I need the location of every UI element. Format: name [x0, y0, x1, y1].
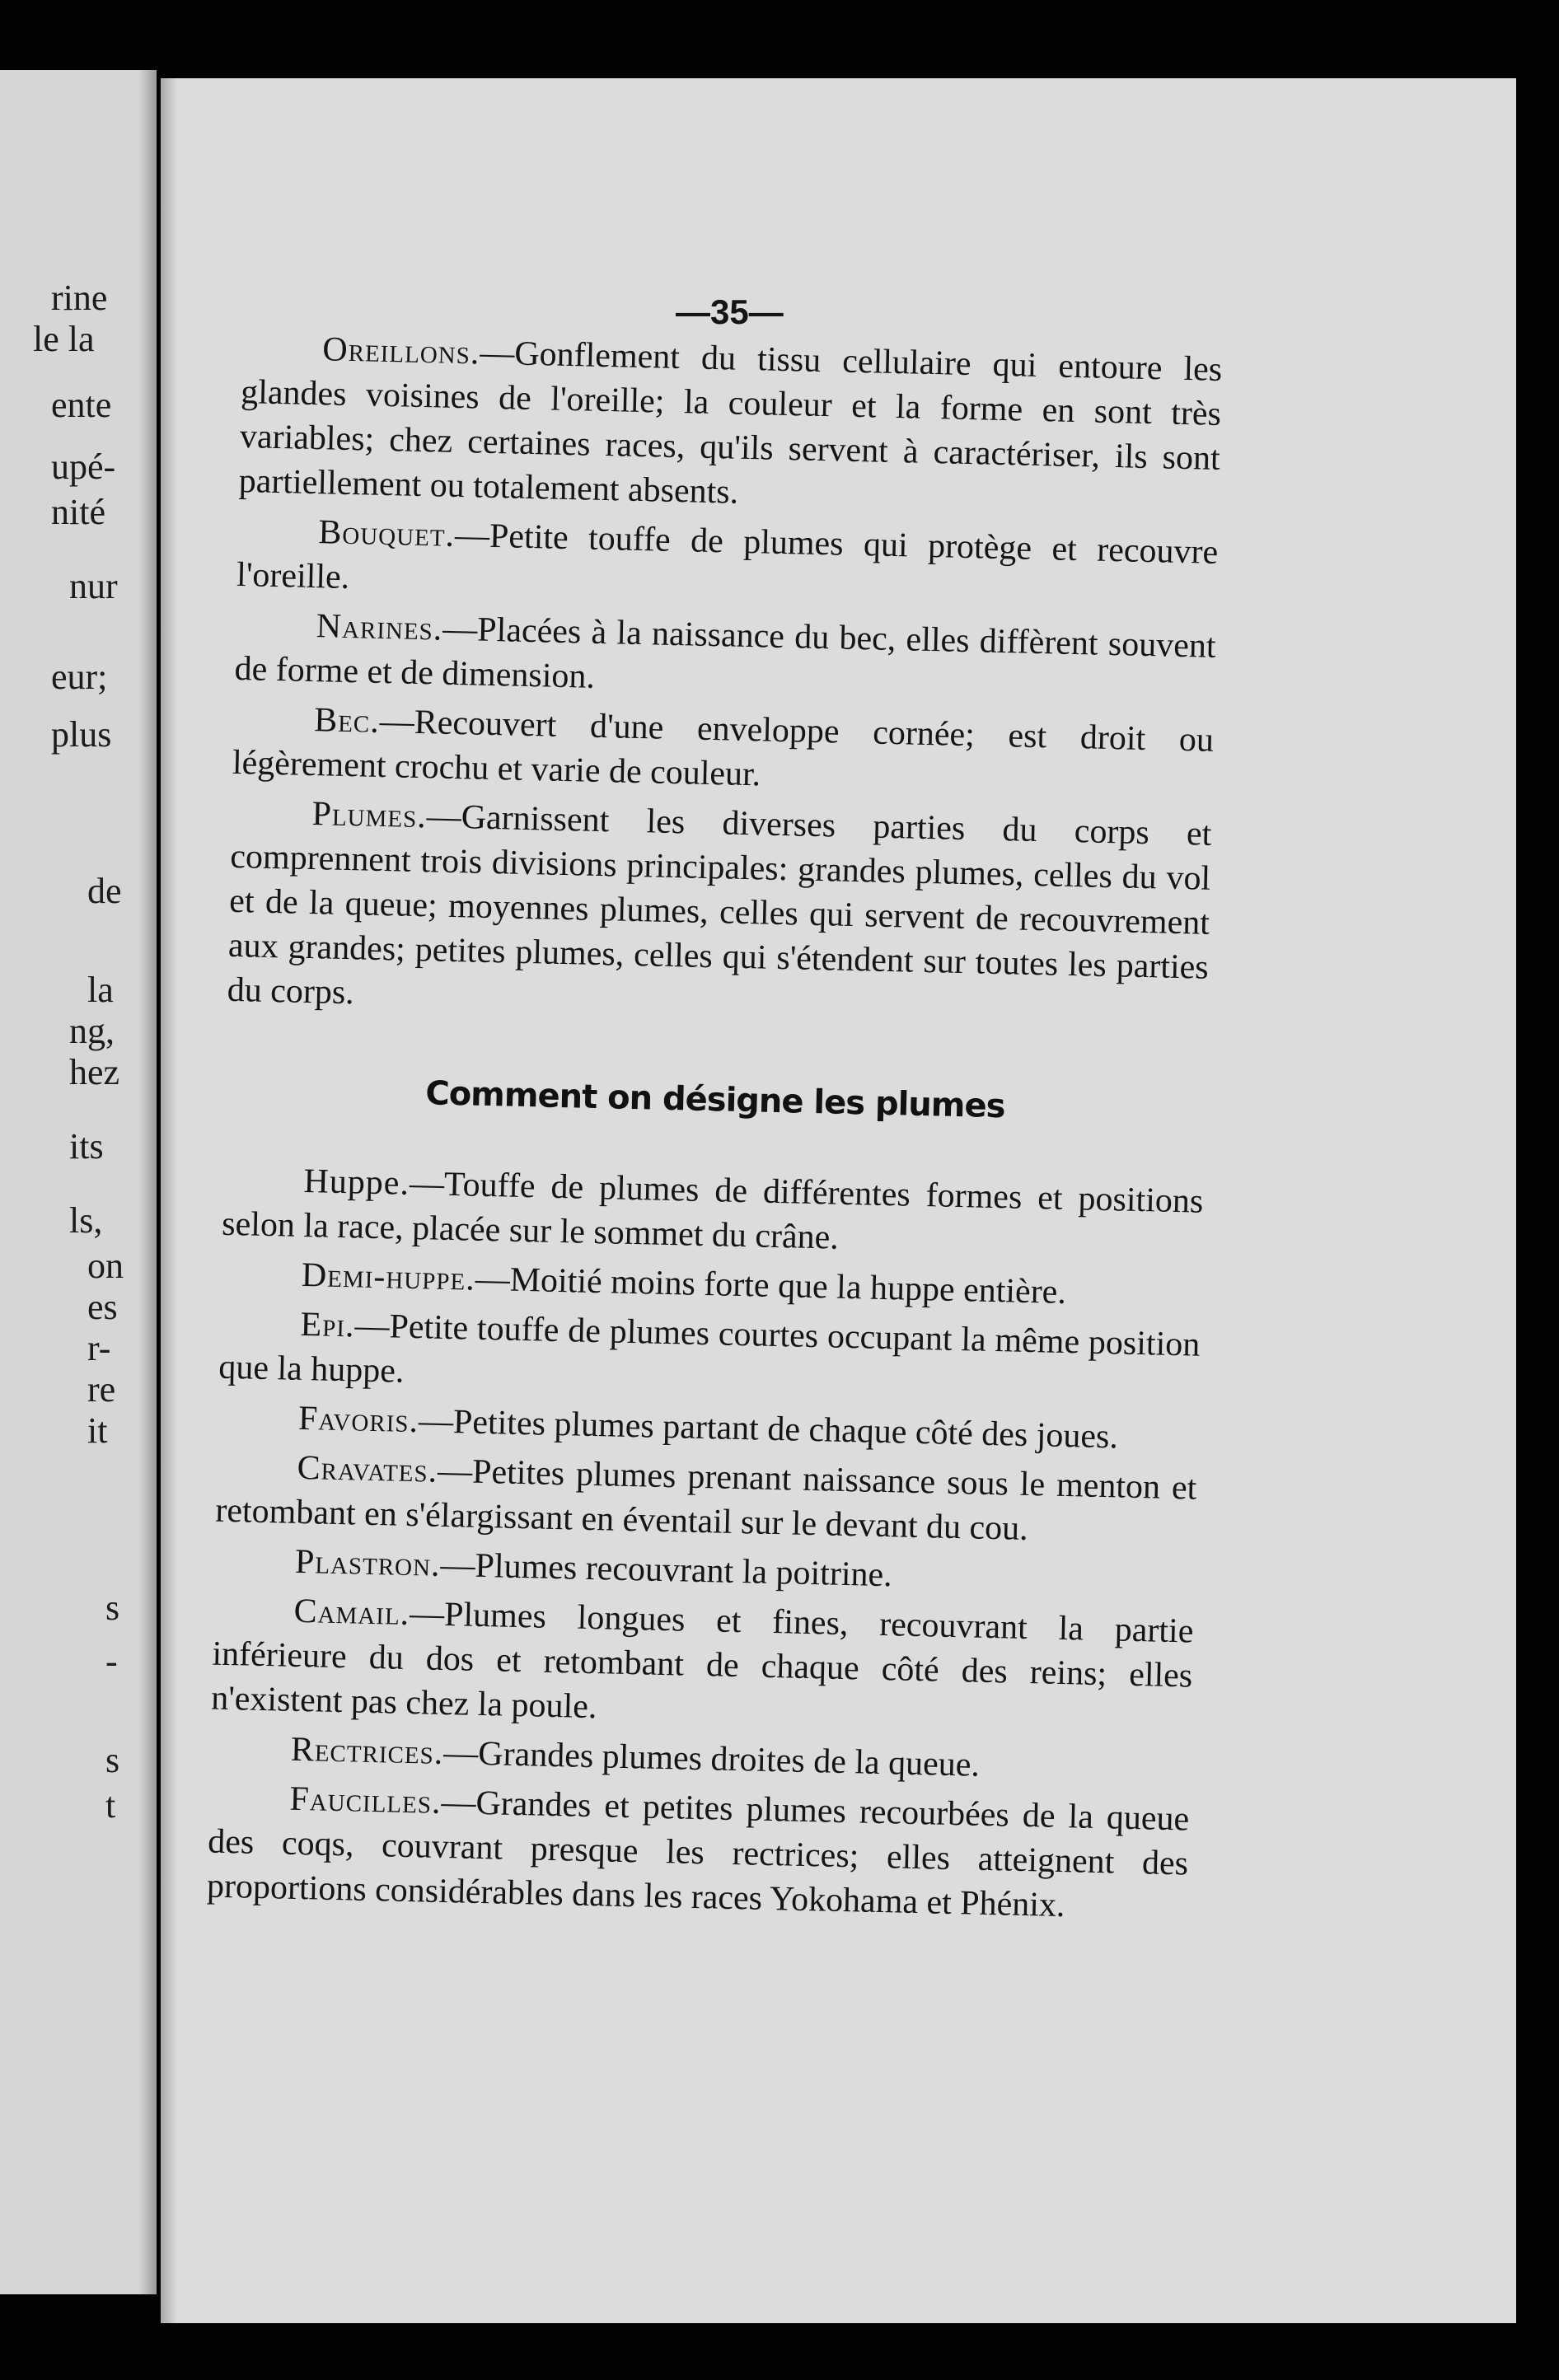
previous-page-fragment: hez — [69, 1052, 120, 1092]
entry-term: Bec. — [313, 701, 381, 741]
definition-entry — [206, 1775, 1189, 1931]
definition-entry — [215, 1444, 1197, 1555]
entry-term: Narines. — [316, 607, 443, 648]
entry-text: —Plumes recouvrant la poitrine. — [440, 1545, 893, 1595]
entry-text: —Petite touffe de plumes courtes occupant la même position que la huppe. — [218, 1307, 1201, 1391]
previous-page-fragment: s — [105, 1740, 120, 1780]
entry-text: —Grandes et petites plumes recourbées de la queue des coqs, couvrant presque les rectrices; elles atteignent des proportions considérables dans les races Yokohama et Phénix. — [206, 1783, 1190, 1925]
previous-page-fragment: it — [87, 1410, 108, 1451]
previous-page-fragment: ls, — [69, 1200, 103, 1241]
entry-term: Favoris. — [297, 1399, 419, 1441]
previous-page-fragment: eur; — [51, 657, 108, 697]
book-page — [161, 78, 1516, 2323]
entry-term: Oreillons. — [321, 330, 480, 372]
entry-term: Rectrices. — [290, 1730, 444, 1772]
definition-entry — [222, 1157, 1204, 1269]
anatomy-entries — [227, 325, 1223, 1035]
previous-page-fragment: upé- — [51, 447, 116, 487]
entry-term: Plastron. — [294, 1542, 442, 1584]
entry-term: Cravates. — [297, 1448, 438, 1490]
previous-page-fragment: ente — [51, 385, 112, 425]
previous-page-fragment: de — [87, 871, 122, 911]
entry-text: —Grandes plumes droites de la queue. — [442, 1733, 981, 1784]
previous-page-fragment: es — [87, 1287, 118, 1327]
entry-text: —Recouvert d'une enveloppe cornée; est droit ou légèrement crochu et varie de couleur. — [232, 702, 1215, 794]
entry-text: —Petite touffe de plumes qui protège et recouvre l'oreille. — [236, 516, 1219, 597]
entry-term: Epi. — [300, 1305, 356, 1345]
definition-entry — [234, 602, 1216, 713]
previous-page-fragment: plus — [51, 714, 112, 755]
entry-term: Huppe. — [303, 1162, 410, 1203]
page-body — [206, 292, 1223, 1935]
definition-entry — [218, 1301, 1201, 1412]
definition-entry — [227, 790, 1212, 1035]
definition-entry — [211, 1587, 1194, 1743]
entry-text: —Gonflement du tissu cellulaire qui entoure les glandes voisines de l'oreille; la couleur et la forme en sont très variables; chez certaines races, qu'ils servent à caractériser, ils sont partiellement ou totalement absents. — [238, 334, 1223, 512]
definition-entry — [238, 325, 1223, 526]
previous-page-fragment: rine — [51, 278, 108, 318]
entry-text: —Petites plumes partant de chaque côté des joues. — [418, 1402, 1119, 1457]
page-binding-shade — [161, 78, 177, 2323]
entry-term: Bouquet. — [317, 513, 456, 554]
previous-page-fragment: nité — [51, 492, 105, 532]
entry-term: Faucilles. — [289, 1779, 442, 1821]
definition-entry — [232, 696, 1214, 807]
previous-page-fragment: re — [87, 1369, 116, 1410]
feather-entries — [206, 1157, 1203, 1931]
section-heading: Comment on désigne les plumes — [424, 1074, 1005, 1126]
entry-text: —Placées à la naissance du bec, elles diffèrent souvent de forme et de dimension. — [234, 610, 1217, 696]
page-gutter-shadow — [138, 70, 157, 2294]
previous-page-fragment: le la — [33, 319, 95, 359]
previous-page-fragment: its — [69, 1126, 104, 1167]
previous-page-edge — [0, 70, 157, 2294]
entry-text: —Touffe de plumes de différentes formes et positions selon la race, placée sur le sommet du crâne. — [221, 1164, 1204, 1257]
entry-text: —Plumes longues et fines, recouvrant la partie inférieure du dos et retombant de chaque côté des reins; elles n'existent pas chez la poule. — [210, 1595, 1194, 1727]
entry-term: Plumes. — [311, 795, 428, 836]
entry-text: —Petites plumes prenant naissance sous le menton et retombant en s'élargissant en éventail sur le devant du cou. — [214, 1452, 1197, 1548]
previous-page-fragment: ng, — [69, 1011, 115, 1051]
previous-page-fragment: r- — [87, 1328, 111, 1368]
page-number: —35— — [676, 292, 784, 331]
entry-term: Demi-huppe. — [301, 1255, 476, 1298]
previous-page-fragment: - — [105, 1641, 118, 1681]
entry-text: —Garnissent les diverses parties du corps et comprennent trois divisions principales: grandes plumes, celles du vol et de la queue; moyennes plumes, celles qui servent de recouvrement aux grandes; petites plumes, celles qui s'étendent sur toutes les parties du corps. — [227, 797, 1212, 1012]
previous-page-fragment: s — [105, 1587, 120, 1628]
previous-page-fragment: on — [87, 1246, 124, 1286]
entry-term: Camail. — [293, 1592, 410, 1633]
entry-text: —Moitié moins forte que la huppe entière. — [475, 1260, 1067, 1312]
previous-page-fragment: la — [87, 970, 114, 1010]
previous-page-fragment: t — [105, 1785, 116, 1826]
previous-page-fragment: nur — [69, 566, 118, 606]
definition-entry — [236, 508, 1219, 620]
